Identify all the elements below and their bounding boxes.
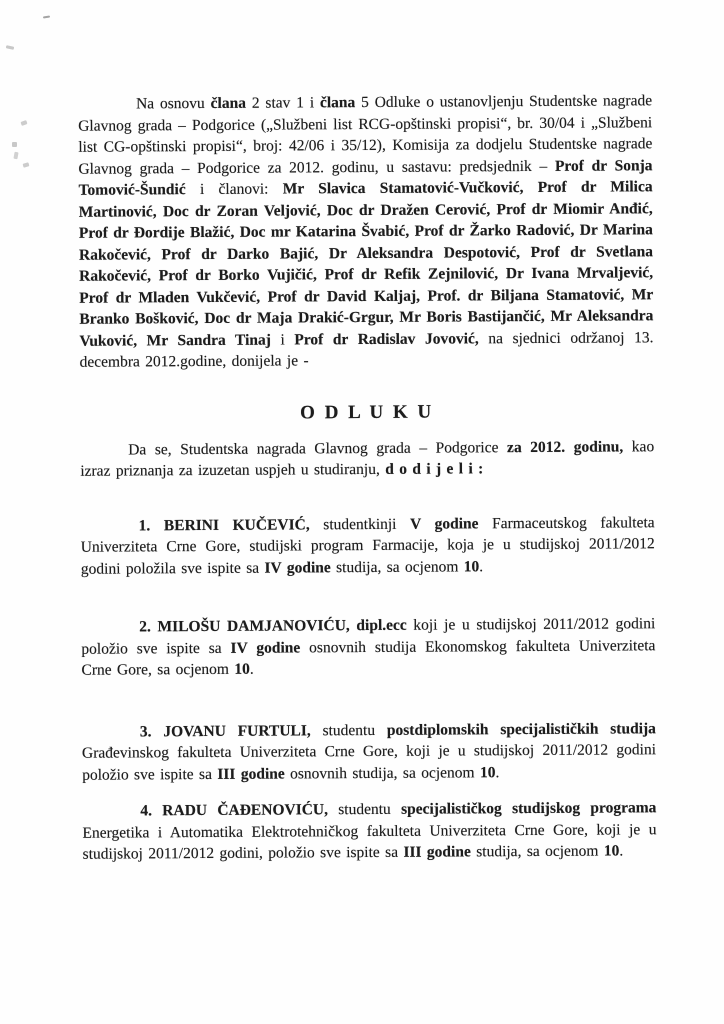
decision-title: O D L U K U bbox=[300, 401, 434, 423]
scan-artifact bbox=[6, 45, 14, 50]
text-segment: na sjednici održanoj 13. decembra 2012.godine, donijela je - bbox=[79, 328, 654, 371]
bold-text-segment: za 2012. godinu, bbox=[506, 437, 624, 456]
award-item-4 bbox=[82, 797, 656, 865]
text-segment: Energetika i Automatika Elektrotehničkog fakulteta Univerziteta Crne Gore, koji je u studijskoj 2011/2012 godini, položio sve ispite sa bbox=[82, 820, 657, 863]
bold-text-segment: Prof dr Radislav Jovović, bbox=[294, 329, 479, 348]
scan-artifact bbox=[13, 152, 18, 160]
bold-text-segment: 4. RADU ČAĐENOVIĆU, bbox=[140, 801, 329, 820]
award-item-1 bbox=[81, 512, 655, 580]
intro-paragraph bbox=[78, 90, 654, 373]
text-segment: . bbox=[495, 763, 500, 781]
bold-text-segment: 3. JOVANU FURTULI, bbox=[139, 721, 311, 740]
bold-text-segment: člana bbox=[210, 94, 246, 112]
text-segment: . bbox=[479, 557, 484, 575]
scan-artifact bbox=[12, 142, 17, 147]
text-segment: . bbox=[619, 842, 624, 860]
award-item-3 bbox=[82, 718, 656, 786]
bold-text-segment: V godine bbox=[410, 514, 479, 533]
scan-artifact bbox=[23, 162, 30, 167]
text-segment: studija, sa ocjenom bbox=[330, 557, 464, 576]
text-segment: kao izraz priznanja za izuzetan uspjeh u studiranju, bbox=[80, 437, 655, 480]
bold-text-segment: III godine bbox=[403, 843, 471, 861]
text-segment: Na osnovu bbox=[136, 94, 211, 113]
text-segment: Da se, Studentska nagrada Glavnog grada – Podgorice bbox=[128, 438, 508, 458]
bold-text-segment: III godine bbox=[217, 765, 285, 783]
text-segment: studija, sa ocjenom bbox=[470, 842, 604, 861]
text-segment: 5 Odluke o ustanovljenju Studentske nagrade Glavnog grada – Podgorice („Službeni list RCG-opštinski propisi“, br. 30/04 i „Službeni list CG-opštinski propisi“, broj: 42/06 i 35/12), Komisija za dodjelu Studentske nagrade Glavnog grada – Podgorice za 2012. godinu, u sastavu: predsjednik – bbox=[78, 92, 653, 178]
bold-text-segment: Mr Slavica Stamatović-Vučković, Prof dr Milica Martinović, Doc dr Zoran Veljović, Doc dr Dražen Cerović, Prof dr Miomir Anđić, Prof dr Đordije Blažić, Doc mr Katarina Švabić, Prof dr Žarko Radović, Dr Marina Rakočević, Prof dr Darko Bajić, Dr Aleksandra Despotović, Prof dr Svetlana Rakočević, Prof dr Borko Vujičić, Prof dr Refik Zejnilović, Dr Ivana Mrvaljević, Prof dr Mladen Vukčević, Prof dr David Kaljaj, Prof. dr Biljana Stamatović, Mr Branko Bošković, Doc dr Maja Drakić-Grgur, Mr Boris Bastijančić, Mr Aleksandra Vuković, Mr Sandra Tinaj bbox=[78, 178, 654, 350]
award-paragraph bbox=[80, 436, 654, 483]
bold-text-segment: člana bbox=[319, 94, 356, 112]
text-segment: i članovi: bbox=[185, 180, 283, 199]
bold-text-segment: IV godine bbox=[264, 558, 331, 577]
text-segment: 2 stav 1 i bbox=[245, 94, 321, 112]
scan-artifact bbox=[43, 16, 50, 19]
award-item-2 bbox=[81, 613, 655, 681]
bold-text-segment: specijalističkog studijskog programa bbox=[400, 799, 657, 818]
text-segment: Građevinskog fakulteta Univerziteta Crne Gore, koji je u studijskoj 2011/2012 godini položio sve ispite sa bbox=[81, 741, 657, 784]
text-segment: koji je u studijskoj 2011/2012 godini položio sve ispite sa bbox=[81, 615, 656, 658]
bold-text-segment: 2. MILOŠU DAMJANOVIĆU, dipl.ecc bbox=[139, 616, 407, 636]
bold-text-segment: 10 bbox=[234, 660, 250, 678]
text-segment: i bbox=[270, 330, 295, 349]
bold-text-segment: IV godine bbox=[230, 638, 301, 657]
text-segment: . bbox=[249, 660, 254, 678]
text-segment: studentu bbox=[327, 800, 402, 819]
bold-text-segment: d o d i j e l i : bbox=[385, 460, 484, 478]
bold-text-segment: 1. BERINI KUČEVIĆ, bbox=[138, 515, 310, 534]
bold-text-segment: postdiplomskih specijalističkih studija bbox=[386, 719, 656, 739]
scan-artifact bbox=[20, 120, 27, 126]
bold-text-segment: 10 bbox=[479, 763, 496, 781]
bold-text-segment: 10 bbox=[463, 557, 480, 575]
text-segment: Farmaceutskog fakulteta Univerziteta Crne Gore, studijski program Farmacije, koja je u studijskoj 2011/2012 godini položila sve ispite sa bbox=[80, 513, 655, 578]
text-segment: studentkinji bbox=[309, 515, 411, 533]
text-segment: osnovnih studija Ekonomskog fakulteta Univerziteta Crne Gore, sa ocjenom bbox=[81, 636, 656, 679]
bold-text-segment: Prof dr Sonja Tomović-Šundić bbox=[78, 156, 653, 199]
text-segment: studentu bbox=[310, 721, 387, 739]
text-segment: osnovnih studija, sa ocjenom bbox=[284, 763, 480, 783]
document-content bbox=[78, 90, 657, 865]
bold-text-segment: 10 bbox=[603, 842, 620, 860]
